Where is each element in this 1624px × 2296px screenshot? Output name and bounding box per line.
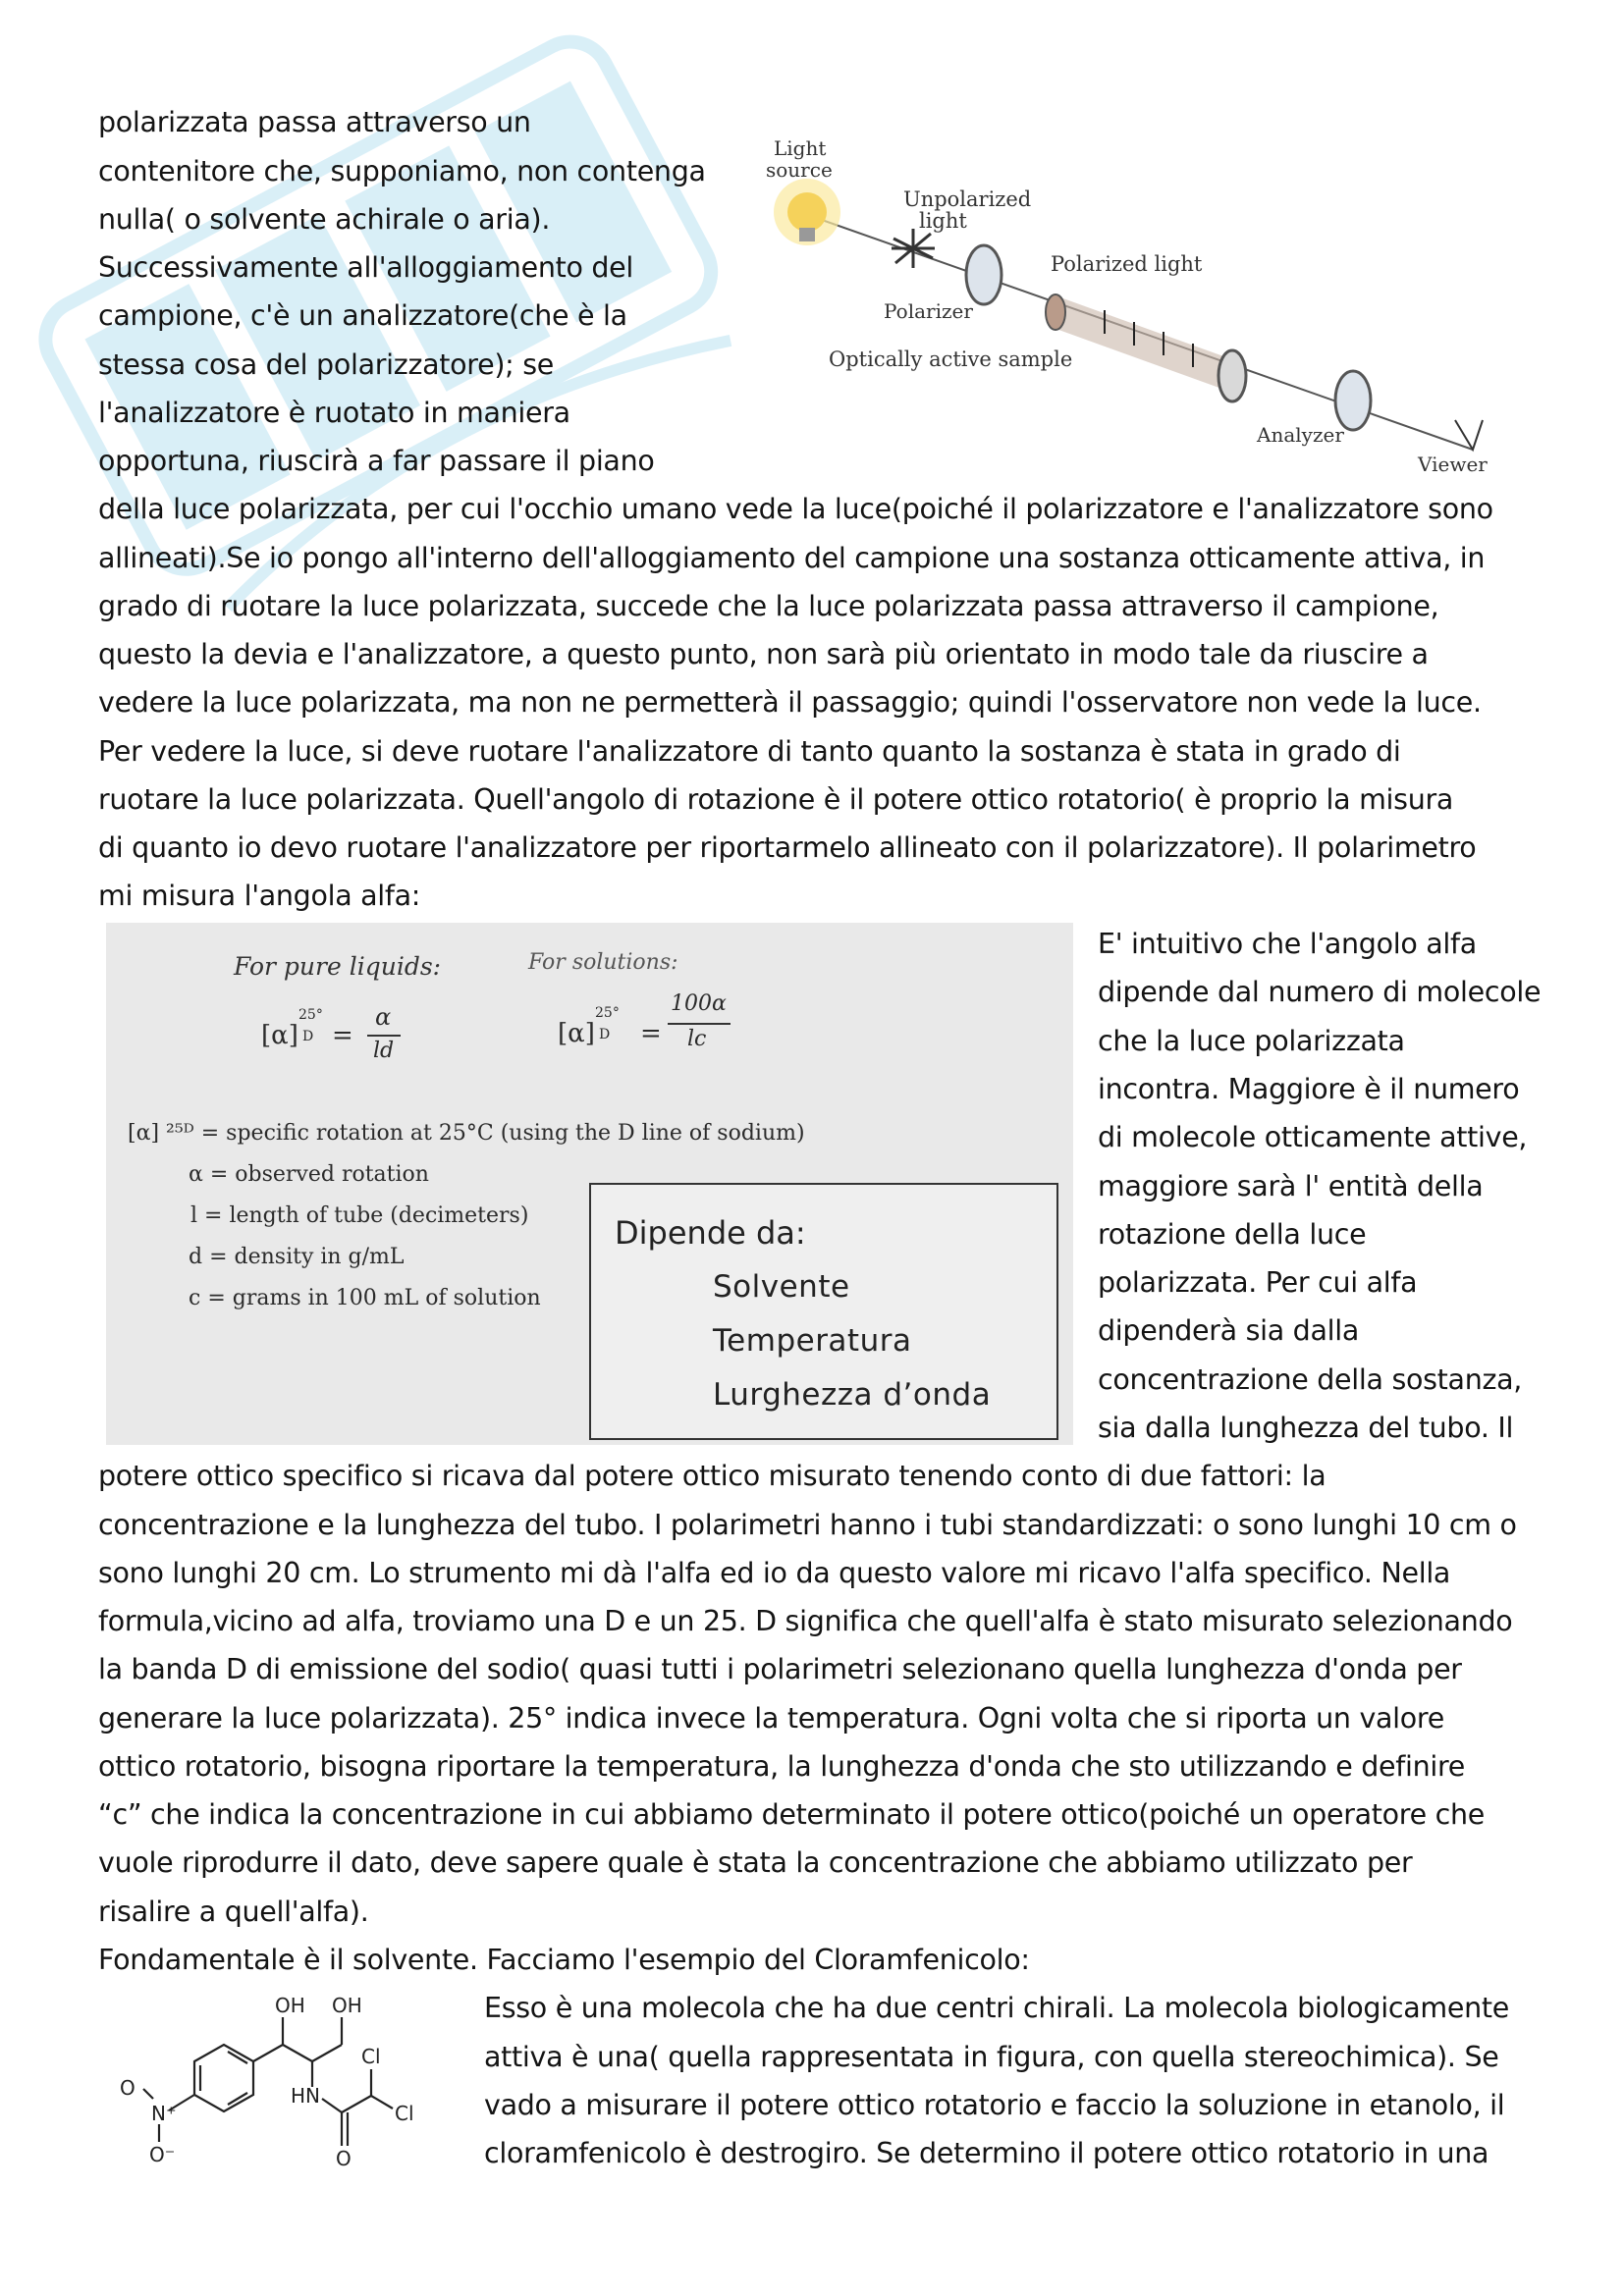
- label-pure-liquids: For pure liquids:: [234, 952, 442, 981]
- depends-box: [589, 1183, 1058, 1440]
- label-source: source: [766, 158, 833, 182]
- text-line: ruotare la luce polarizzata. Quell'angolo di rotazione è il potere ottico rotatorio( è proprio la misura: [98, 783, 1454, 816]
- text-line: dipenderà sia dalla: [1098, 1314, 1360, 1347]
- chloramphenicol-structure: [108, 1993, 471, 2209]
- text-line: sono lunghi 20 cm. Lo strumento mi dà l'alfa ed io da questo valore mi ricavo l'alfa specifico. Nella: [98, 1557, 1451, 1589]
- text-line: che la luce polarizzata: [1098, 1025, 1405, 1057]
- fraction-bar: [367, 1035, 401, 1037]
- text-line: vuole riprodurre il dato, deve sapere quale è stata la concentrazione che abbiamo utilizzato per: [98, 1846, 1413, 1879]
- text-line: di molecole otticamente attive,: [1098, 1121, 1528, 1153]
- atom-o-minus: O⁻: [149, 2143, 176, 2166]
- text-line: Successivamente all'alloggiamento del: [98, 251, 634, 284]
- text-line: cloramfenicolo è destrogiro. Se determino il potere ottico rotatorio in una: [484, 2137, 1489, 2169]
- label-polarized-light: Polarized light: [1051, 252, 1203, 276]
- formula-temp-superscript: 25°: [298, 1007, 323, 1023]
- label-analyzer: Analyzer: [1257, 423, 1344, 447]
- formula-numerator: 100α: [671, 991, 727, 1016]
- text-line: formula,vicino ad alfa, troviamo una D e un 25. D significa che quell'alfa è stato misurato selezionando: [98, 1605, 1513, 1637]
- text-line: attiva è una( quella rappresentata in figura, con quella stereochimica). Se: [484, 2041, 1499, 2073]
- formula-alpha-symbol: [α]: [261, 1021, 298, 1050]
- depends-item: Lurghezza d’onda: [713, 1377, 992, 1413]
- label-sample: Optically active sample: [829, 347, 1073, 371]
- depends-title: Dipende da:: [615, 1214, 806, 1252]
- text-line: dipende dal numero di molecole: [1098, 976, 1542, 1008]
- atom-oh: OH: [275, 1994, 305, 2017]
- text-line: potere ottico specifico si ricava dal potere ottico misurato tenendo conto di due fattori: la: [98, 1460, 1326, 1492]
- text-line: polarizzata passa attraverso un: [98, 106, 531, 138]
- formula-d-subscript: D: [302, 1029, 314, 1044]
- text-line: “c” che indica la concentrazione in cui abbiamo determinato il potere ottico(poiché un operatore che: [98, 1798, 1485, 1831]
- text-line: allineati).Se io pongo all'interno dell'alloggiamento del campione una sostanza otticamente attiva, in: [98, 542, 1486, 574]
- formula-denominator: lc: [687, 1027, 707, 1051]
- definition-length: l = length of tube (decimeters): [190, 1203, 529, 1228]
- text-line: generare la luce polarizzata). 25° indica invece la temperatura. Ogni volta che si riporta un valore: [98, 1702, 1444, 1735]
- label-light: Light: [774, 136, 827, 160]
- text-line: polarizzata. Per cui alfa: [1098, 1266, 1418, 1299]
- sample-tube: [1046, 294, 1246, 401]
- label-polarizer: Polarizer: [884, 299, 973, 323]
- text-line: rotazione della luce: [1098, 1218, 1367, 1251]
- formula-temp-superscript: 25°: [595, 1005, 620, 1021]
- text-line: stessa cosa del polarizzatore); se: [98, 348, 554, 381]
- atom-hn: HN: [291, 2084, 320, 2108]
- formula-equals: =: [332, 1021, 353, 1050]
- text-line: grado di ruotare la luce polarizzata, succede che la luce polarizzata passa attraverso il campione,: [98, 590, 1439, 622]
- text-line: nulla( o solvente achirale o aria).: [98, 203, 551, 236]
- polarimeter-diagram: [727, 126, 1512, 479]
- formula-denominator: ld: [373, 1039, 395, 1063]
- text-line: contenitore che, supponiamo, non contenga: [98, 155, 706, 187]
- polarizer-disc: [966, 245, 1001, 304]
- depends-item: Solvente: [713, 1269, 850, 1305]
- text-line: della luce polarizzata, per cui l'occhio umano vede la luce(poiché il polarizzatore e l'analizzatore sono: [98, 493, 1493, 525]
- text-line: mi misura l'angola alfa:: [98, 880, 421, 912]
- definition-density: d = density in g/mL: [189, 1245, 405, 1269]
- atom-n-plus: N⁺: [151, 2102, 177, 2125]
- text-line: la banda D di emissione del sodio( quasi tutti i polarimetri selezionano quella lunghezza d'onda per: [98, 1653, 1462, 1685]
- text-line: risalire a quell'alfa).: [98, 1896, 369, 1928]
- text-line: Fondamentale è il solvente. Facciamo l'esempio del Cloramfenicolo:: [98, 1944, 1030, 1976]
- text-line: maggiore sarà l' entità della: [1098, 1170, 1484, 1202]
- text-line: opportuna, riuscirà a far passare il piano: [98, 445, 655, 477]
- definition-concentration: c = grams in 100 mL of solution: [189, 1286, 541, 1310]
- atom-oh: OH: [332, 1994, 362, 2017]
- label-viewer: Viewer: [1418, 453, 1488, 476]
- text-line: vado a misurare il potere ottico rotatorio e faccio la soluzione in etanolo, il: [484, 2089, 1505, 2121]
- fraction-bar: [668, 1023, 731, 1025]
- text-line: incontra. Maggiore è il numero: [1098, 1073, 1520, 1105]
- formula-d-subscript: D: [599, 1027, 611, 1042]
- text-line: E' intuitivo che l'angolo alfa: [1098, 928, 1477, 960]
- label-unpolarized: Unpolarized: [903, 187, 1032, 211]
- formula-equals: =: [640, 1019, 662, 1048]
- atom-cl: Cl: [395, 2102, 414, 2125]
- depends-item: Temperatura: [713, 1323, 912, 1359]
- text-line: sia dalla lunghezza del tubo. Il: [1098, 1412, 1514, 1444]
- text-line: di quanto io devo ruotare l'analizzatore per riportarmelo allineato con il polarizzatore). Il polarimetro: [98, 831, 1477, 864]
- formula-alpha-symbol: [α]: [558, 1019, 595, 1048]
- unpolarized-star-icon: [892, 229, 935, 268]
- text-line: Esso è una molecola che ha due centri chirali. La molecola biologicamente: [484, 1992, 1509, 2024]
- text-line: concentrazione della sostanza,: [1098, 1363, 1523, 1396]
- text-line: ottico rotatorio, bisogna riportare la temperatura, la lunghezza d'onda che sto utilizzando e definire: [98, 1750, 1465, 1783]
- label-solutions: For solutions:: [528, 950, 678, 975]
- atom-o: O: [336, 2147, 352, 2170]
- formula-numerator: α: [375, 1003, 392, 1031]
- label-light2: light: [919, 209, 967, 233]
- analyzer-disc: [1335, 371, 1371, 430]
- text-line: vedere la luce polarizzata, ma non ne permetterà il passaggio; quindi l'osservatore non vede la luce.: [98, 686, 1482, 719]
- atom-cl: Cl: [361, 2045, 381, 2068]
- text-line: concentrazione e la lunghezza del tubo. I polarimetri hanno i tubi standardizzati: o sono lunghi 10 cm o: [98, 1509, 1517, 1541]
- text-line: l'analizzatore è ruotato in maniera: [98, 397, 570, 429]
- definition-specific-rotation: [α] ²⁵ᴰ = specific rotation at 25°C (using the D line of sodium): [128, 1121, 805, 1146]
- text-line: campione, c'è un analizzatore(che è la: [98, 299, 627, 332]
- text-line: Per vedere la luce, si deve ruotare l'analizzatore di tanto quanto la sostanza è stata in grado di: [98, 735, 1401, 768]
- light-bulb-glow: [787, 192, 827, 232]
- atom-o: O: [120, 2076, 135, 2100]
- text-line: questo la devia e l'analizzatore, a questo punto, non sarà più orientato in modo tale da riuscire a: [98, 638, 1429, 670]
- definition-alpha: α = observed rotation: [189, 1162, 429, 1187]
